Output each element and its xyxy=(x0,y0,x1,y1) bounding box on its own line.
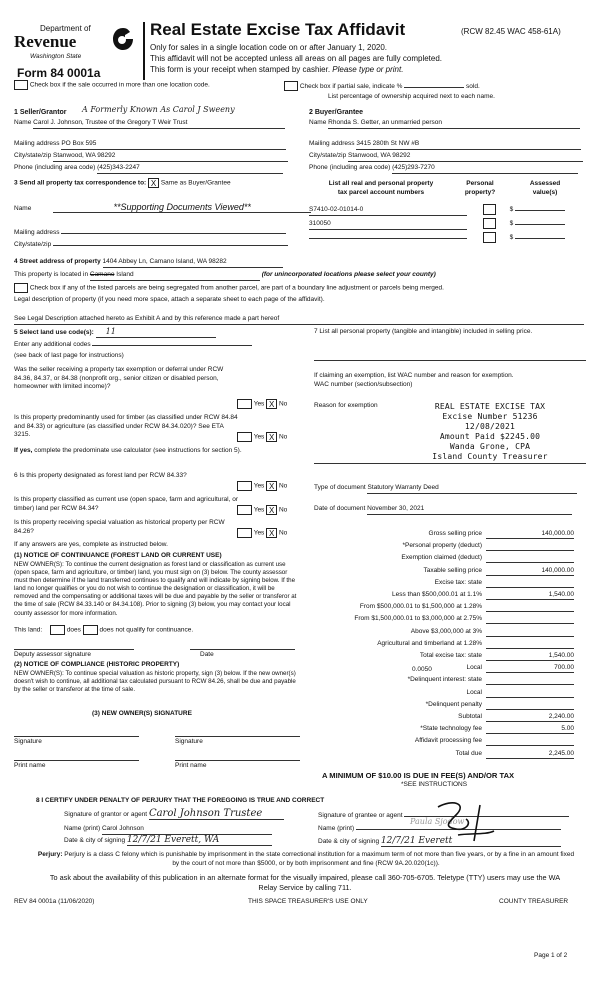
calc-row-label: Above $3,000,000 at 3% xyxy=(410,627,482,635)
new-owner-print-line-2 xyxy=(175,760,300,761)
ownership-note: List percentage of ownership acquired next to each name. xyxy=(328,93,495,100)
no-checkbox[interactable]: X xyxy=(266,528,277,538)
q-forest: 6 Is this property designated as forest land per RCW 84.33? xyxy=(14,472,187,479)
parcel-row: 310050 $ xyxy=(309,218,584,230)
assessed-value-field[interactable] xyxy=(515,238,565,239)
calc-row-value[interactable]: 140,000.00 xyxy=(486,567,574,576)
answers-note: If any answers are yes, complete as instructed below. xyxy=(14,541,168,548)
excise-tax-stamp: REAL ESTATE EXCISE TAX Excise Number 51236 12/08/2021 Amount Paid $2245.00 Wanda Grone, CPA Island County Treasurer xyxy=(432,402,548,461)
calc-row-value[interactable]: 2,245.00 xyxy=(486,750,574,759)
correspondence-row: 3 Send all property tax correspondence to: X Same as Buyer/Grantee xyxy=(14,179,231,188)
local-rate: 0.0050 xyxy=(412,666,432,673)
correspondence-city-row: City/state/zip xyxy=(14,241,288,250)
q-historic-answer: Yes X No xyxy=(237,528,287,538)
correspondence-name-field[interactable]: **Supporting Documents Viewed** xyxy=(53,203,311,213)
exemption-reason-label: Reason for exemption xyxy=(314,402,378,409)
seller-heading: 1 Seller/Grantor xyxy=(14,109,67,116)
q-exemption-answer: Yes X No xyxy=(237,399,287,409)
county-treasurer-label: COUNTY TREASURER xyxy=(499,898,569,905)
header-line2: This affidavit will not be accepted unless all areas on all pages are fully completed. xyxy=(150,54,443,63)
calc-row-value[interactable]: 140,000.00 xyxy=(486,530,574,539)
grantor-date-row: Date & city of signing 12/7/21 Everett, WA xyxy=(64,836,272,846)
grantee-date-row: Date & city of signing 12/7/21 Everett xyxy=(318,837,561,847)
yes-checkbox[interactable] xyxy=(237,505,252,515)
form-title: Real Estate Excise Tax Affidavit xyxy=(150,20,406,39)
calc-row-value[interactable] xyxy=(486,628,574,637)
calc-row-value[interactable]: 1,540.00 xyxy=(486,652,574,661)
grantor-signature-field[interactable]: Carol Johnson Trustee xyxy=(149,810,284,820)
relay-notice: To ask about the availability of this publication in an alternate format for the visually impaired, please call 360-705-6705. Teletype (TTY) users may use the WA Relay Service by calling 711. xyxy=(49,873,561,892)
exemption-question: If claiming an exemption, list WAC number and reason for exemption. xyxy=(314,372,514,379)
yes-checkbox[interactable] xyxy=(237,528,252,538)
dept-line1: Department of xyxy=(40,24,91,33)
buyer-name-field[interactable]: Rhonda S. Getter, an unmarried person xyxy=(328,119,580,129)
no-checkbox[interactable]: X xyxy=(266,432,277,442)
grantor-name-row: Name (print) Carol Johnson xyxy=(64,825,272,835)
new-owner-signature-label-2: Signature xyxy=(175,738,203,745)
calc-row-label: Affidavit processing fee xyxy=(414,737,482,745)
calc-row-label: Agricultural and timberland at 1.28% xyxy=(377,639,482,647)
calc-row-value[interactable] xyxy=(486,554,574,563)
seller-mail-field[interactable]: PO Box 595 xyxy=(61,140,286,150)
buyer-city-row: City/state/zip Stanwood, WA 98292 xyxy=(309,152,583,162)
buyer-mail-field[interactable]: 3415 280th St NW #B xyxy=(356,140,581,150)
yes-checkbox[interactable] xyxy=(237,481,252,491)
calc-row-value[interactable] xyxy=(486,603,574,612)
new-owner-print-line-1 xyxy=(14,760,139,761)
continuance-body: NEW OWNER(S): To continue the current designation as forest land or classification as current use (open space, farm and agriculture, or timber) land, you must sign on (3) below. The county assessor must then determine if the land transferred continues to qualify and will indicate by signing below. If the land no longer qualifies or you do not wish to continue the designation or classification, it will be removed and the compensating or additional taxes will be due and payable by the seller or transferor at the time of sale (RCW 84.33.140 or 84.34.108). Prior to signing (3) below, you may contact your local county assessor for more information. xyxy=(14,561,297,617)
deputy-sig-line xyxy=(14,649,134,650)
seller-city-field[interactable]: Stanwood, WA 98292 xyxy=(53,152,288,162)
historic-body: NEW OWNER(S): To continue special valuation as historic property, sign (3) below. If the new owner(s) doesn't wish to continue, all additional tax calculated pursuant to RCW 84.26, shall be due and payable by the seller or transferor at the time of sale. xyxy=(14,670,296,694)
segregated-row: Check box if any of the listed parcels are being segregated from another parcel, are part of a boundary line adjustment or parcels being merged. xyxy=(14,283,444,293)
grantee-signature-scribble xyxy=(430,799,500,844)
new-owner-print-label-1: Print name xyxy=(14,762,46,769)
no-checkbox[interactable]: X xyxy=(266,505,277,515)
assessed-value-field[interactable] xyxy=(515,224,565,225)
calc-row-label: Local xyxy=(466,664,482,672)
header-line1: Only for sales in a single location code on or after January 1, 2020. xyxy=(150,43,388,52)
continuance-heading: (1) NOTICE OF CONTINUANCE (FOREST LAND OR CURRENT USE) xyxy=(14,552,222,559)
calc-row-value[interactable] xyxy=(486,640,574,649)
location-field[interactable]: Camano Island xyxy=(90,271,260,281)
q-forest-answer: Yes X No xyxy=(237,481,287,491)
calc-row-value[interactable]: 5.00 xyxy=(486,725,574,734)
perjury-notice: Perjury: Perjury is a class C felony which is punishable by imprisonment in the state correctional institution for a maximum term of not more than five years, or by a fine in an amount fixed by the court of not more than $5000, or by both imprisonment and fine (RCW 9A.20.020(1c)). xyxy=(37,851,575,867)
parcels-header-1: List all real and personal property tax parcel account numbers xyxy=(328,180,434,196)
page-number: Page 1 of 2 xyxy=(534,952,568,959)
deputy-date-line xyxy=(190,649,295,650)
seller-city-row: City/state/zip Stanwood, WA 98292 xyxy=(14,152,288,162)
calc-row-label: *Delinquent interest: state xyxy=(407,676,482,684)
calc-row-label: Taxable selling price xyxy=(423,566,482,574)
calc-row-value[interactable] xyxy=(486,676,574,685)
parcel-row: $ xyxy=(309,231,584,243)
seller-name-field[interactable]: Carol J. Johnson, Trustee of the Gregory T Weir Trust xyxy=(33,119,285,129)
grantee-name-row: Name (print) xyxy=(318,825,561,834)
land-use-field[interactable]: 11 xyxy=(96,328,216,338)
multi-location-checkbox[interactable] xyxy=(14,80,28,90)
calc-row-label: Gross selling price xyxy=(428,530,482,537)
calc-row-label: *Personal property (deduct) xyxy=(402,542,482,550)
legal-description-label: Legal description of property (if you need more space, attach a separate sheet to each page of the affidavit). xyxy=(14,296,325,303)
q-timber: Is this property predominantly used for timber (as classified under RCW 84.84 and 84.33) or agriculture (as classified under RCW 84.34.020)? See ETA 3215. xyxy=(14,414,238,438)
header-line3: This form is your receipt when stamped by cashier. Please type or print. xyxy=(150,65,404,74)
yes-checkbox[interactable] xyxy=(237,399,252,409)
calc-row-label: Total excise tax: state xyxy=(419,652,482,659)
seller-name-row: Name Carol J. Johnson, Trustee of the Gregory T Weir Trust xyxy=(14,119,299,129)
header-divider xyxy=(143,22,145,80)
calc-row-label: Exemption claimed (deduct) xyxy=(401,554,482,562)
seller-phone-row: Phone (including area code) (425)343-2247 xyxy=(14,164,283,174)
calc-row-value[interactable] xyxy=(486,737,574,746)
calc-row-value[interactable] xyxy=(486,542,574,551)
form-number: Form 84 0001a xyxy=(17,66,101,80)
doc-type-row: Type of document Statutory Warranty Deed xyxy=(314,484,577,494)
see-instructions-note: *SEE INSTRUCTIONS xyxy=(401,781,468,788)
new-owner-sig-line-1 xyxy=(14,736,139,737)
personal-property-checkbox[interactable] xyxy=(483,232,496,243)
personal-property-line xyxy=(314,360,586,361)
new-owner-sig-line-2 xyxy=(175,736,300,737)
calc-row-label: Excise tax: state xyxy=(434,578,482,586)
correspondence-mail-row: Mailing address xyxy=(14,229,286,238)
buyer-name-row: Name Rhonda S. Getter, an unmarried person xyxy=(309,119,580,129)
minimum-due-note: A MINIMUM OF $10.00 IS DUE IN FEE(S) AND/OR TAX xyxy=(322,771,515,780)
partial-sale-check-row: Check box if partial sale, indicate % sold. xyxy=(284,80,480,92)
doc-date-field[interactable]: November 30, 2021 xyxy=(367,505,572,515)
buyer-phone-row: Phone (including area code) (425)293-7270 xyxy=(309,164,578,174)
calc-row-label: Subtotal xyxy=(458,713,482,720)
calc-row-value[interactable]: 700.00 xyxy=(486,664,574,673)
no-checkbox[interactable]: X xyxy=(266,481,277,491)
q-historic: Is this property receiving special valuation as historical property per RCW 84.26? xyxy=(14,519,225,535)
parcel-row: S7410-02-01014-0 $ xyxy=(309,204,584,216)
grantor-signature-row: Signature of grantor or agent Carol Johnson Trustee xyxy=(64,810,284,820)
location-row: This property is located in Camano Island (for unincorporated locations please select your county) xyxy=(14,271,436,281)
personal-property-checkbox[interactable] xyxy=(483,218,496,229)
calc-row-value[interactable] xyxy=(486,701,574,710)
calc-row-value[interactable]: 1,540.00 xyxy=(486,591,574,600)
certify-statement: 8 I CERTIFY UNDER PENALTY OF PERJURY THAT THE FOREGOING IS TRUE AND CORRECT xyxy=(36,797,325,804)
street-address-row: 4 Street address of property 1404 Abbey Ln, Camano Island, WA 98282 xyxy=(14,258,283,268)
exemption-line xyxy=(314,463,586,464)
historic-heading: (2) NOTICE OF COMPLIANCE (HISTORIC PROPERTY) xyxy=(14,661,180,668)
doc-date-row: Date of document November 30, 2021 xyxy=(314,505,572,515)
assessed-value-field[interactable] xyxy=(515,210,565,211)
parcel-number-field[interactable]: S7410-02-01014-0 xyxy=(309,206,467,216)
calc-row-label: *State technology fee xyxy=(420,725,482,733)
partial-sale-percent-field[interactable] xyxy=(404,80,464,88)
correspondence-city-field[interactable] xyxy=(53,245,288,246)
dept-logo-block xyxy=(14,22,138,80)
buyer-mail-row: Mailing address 3415 280th St NW #B xyxy=(309,140,581,150)
calc-row-label: Local xyxy=(466,688,482,696)
calc-row-value[interactable]: 2,240.00 xyxy=(486,713,574,722)
form-rcw: (RCW 82.45 WAC 458-61A) xyxy=(461,27,561,36)
grantee-date-field[interactable]: 12/7/21 Everett xyxy=(381,837,561,847)
calc-row-label: Total due xyxy=(455,749,482,757)
q-exemption: Was the seller receiving a property tax exemption or deferral under RCW 84.36, 84.37, or 84.38 (nonprofit org., senior citizen or disabled person, homeowner with limited income)? xyxy=(14,366,224,390)
new-owner-heading: (3) NEW OWNER(S) SIGNATURE xyxy=(92,710,192,717)
street-address-field[interactable]: 1404 Abbey Ln, Camano Island, WA 98282 xyxy=(103,258,283,268)
buyer-phone-field[interactable]: (425)293-7270 xyxy=(392,164,578,174)
buyer-city-field[interactable]: Stanwood, WA 98292 xyxy=(348,152,583,162)
seller-mail-row: Mailing address PO Box 595 xyxy=(14,140,286,150)
personal-property-label: 7 List all personal property (tangible and intangible) included in selling price. xyxy=(314,328,533,335)
grantee-signature-row: Signature of grantee or agent xyxy=(318,812,569,821)
dept-line2: Revenue xyxy=(14,32,77,51)
calc-row-value[interactable] xyxy=(486,689,574,698)
parcel-number-field[interactable] xyxy=(309,231,467,239)
seller-formerly-handwritten: A Formerly Known As Carol J Sweeny xyxy=(82,105,235,114)
buyer-heading: 2 Buyer/Grantee xyxy=(309,109,364,116)
q-current-use: Is this property classified as current use (open space, farm and agricultural, or timber) land per RCW 84.34? xyxy=(14,496,238,512)
grantor-date-field[interactable]: 12/7/21 Everett, WA xyxy=(127,836,272,846)
new-owner-print-label-2: Print name xyxy=(175,762,207,769)
new-owner-signature-label-1: Signature xyxy=(14,738,42,745)
segregated-checkbox[interactable] xyxy=(14,283,28,293)
legal-description-field[interactable]: See Legal Description attached hereto as Exhibit A and by this reference made a part hereof xyxy=(14,315,584,325)
revision-number: REV 84 0001a (11/06/2020) xyxy=(14,898,95,905)
calc-row-label: Less than $500,000.01 at 1.1% xyxy=(392,591,482,598)
partial-sale-checkbox[interactable] xyxy=(284,81,298,91)
calc-row-value[interactable] xyxy=(486,615,574,624)
deputy-signature-label: Deputy assessor signature xyxy=(14,651,91,658)
q-timber-answer: Yes X No xyxy=(237,432,287,442)
does-checkbox[interactable] xyxy=(50,625,65,635)
does-not-checkbox[interactable] xyxy=(83,625,98,635)
correspondence-mail-field[interactable] xyxy=(61,233,286,234)
revenue-logo-icon xyxy=(111,26,135,52)
deputy-date-label: Date xyxy=(200,651,214,658)
no-checkbox[interactable]: X xyxy=(266,399,277,409)
multi-location-check-row: Check box if the sale occurred in more than one location code. xyxy=(14,80,210,90)
q-current-use-answer: Yes X No xyxy=(237,505,287,515)
additional-codes-row: Enter any additional codes xyxy=(14,341,252,350)
dept-line3: Washington State xyxy=(30,53,82,60)
treasurer-use-only: THIS SPACE TREASURER'S USE ONLY xyxy=(248,898,368,905)
correspondence-name-row: Name **Supporting Documents Viewed** xyxy=(14,203,311,214)
parcels-header-3: Assessed value(s) xyxy=(529,180,561,196)
seller-phone-field[interactable]: (425)343-2247 xyxy=(97,164,283,174)
parcel-number-field[interactable]: 310050 xyxy=(309,220,467,230)
doc-type-field[interactable]: Statutory Warranty Deed xyxy=(367,484,577,494)
calc-row-label: From $500,000.01 to $1,500,000 at 1.28% xyxy=(359,603,482,611)
this-land-row: This land: does does not qualify for continuance. xyxy=(14,626,194,634)
personal-property-checkbox[interactable] xyxy=(483,204,496,215)
calc-row-value[interactable] xyxy=(486,579,574,588)
calc-row-label: *Delinquent penalty xyxy=(425,700,482,708)
yes-checkbox[interactable] xyxy=(237,432,252,442)
grantor-name-field[interactable]: Carol Johnson xyxy=(102,825,272,835)
wac-label: WAC number (section/subsection) xyxy=(314,381,413,388)
q-timber-note: If yes, complete the predominate use calculator (see instructions for section 5). xyxy=(14,447,242,454)
grantee-faint-name: Paula Sjodow xyxy=(410,817,465,826)
calc-row-label: From $1,500,000.01 to $3,000,000 at 2.75% xyxy=(354,615,482,623)
additional-codes-field[interactable] xyxy=(92,345,252,346)
parcels-header-2: Personal property? xyxy=(464,180,496,196)
same-as-buyer-checkbox[interactable]: X xyxy=(148,178,159,188)
land-use-row: 5 Select land use code(s): 11 xyxy=(14,328,216,338)
see-back-note: (see back of last page for instructions) xyxy=(14,352,124,359)
